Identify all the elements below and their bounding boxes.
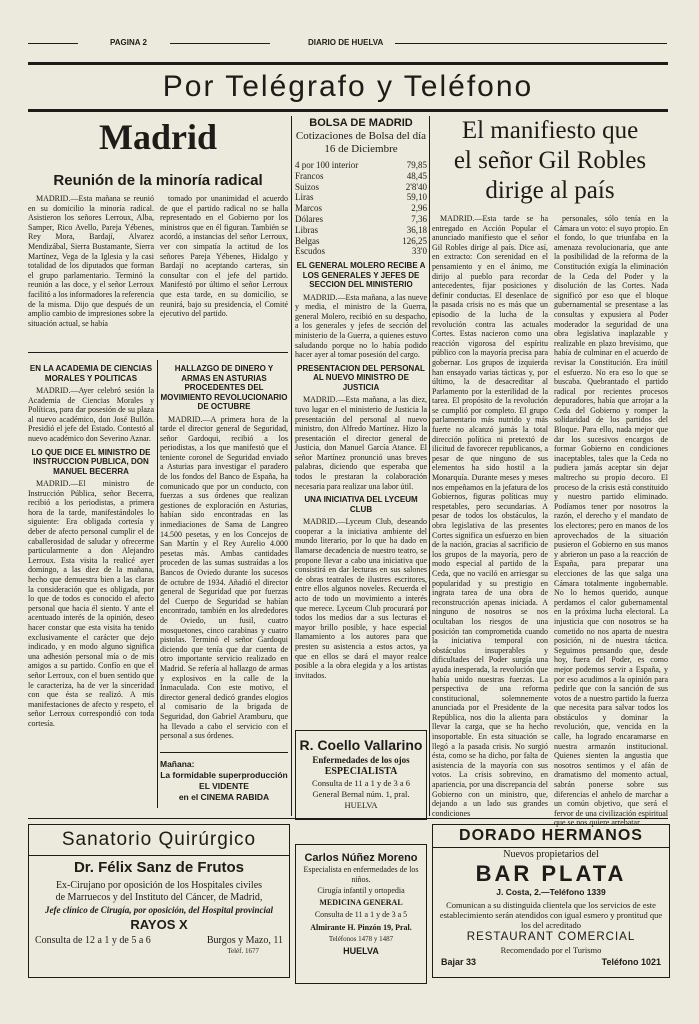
coello-line2: ESPECIALISTA (324, 766, 398, 777)
moreno-line3: MEDICINA GENERAL (319, 898, 403, 907)
moreno-city: HUELVA (343, 946, 379, 956)
bolsa-headline: BOLSA DE MADRID (309, 117, 413, 129)
hallazgo-body: MADRID.—A primera hora de la tarde el director general de Seguridad, señor Gardoqui, recibió a los periodistas, a los que manifestó que el teniente coronel de Seguridad enviado a Asturias para investigar el paradero de los fondos del Banco de España, ha comunicado que por un conducto, con fuerzas a sus órdenes que realizan gestiones de exploración en Asturias, habían sido encontradas en las inmediaciones de Sama de Langreo 14.500 pesetas, y en los Concejos de San Martín y el Rey Aurelio 4.000 pesetas más. Ambas cantidades proceden de las sumas sustraídas a los Bancos de Oviedo durante los sucesos de octubre de 1934. Añadió el director general de Seguridad que por fuerzas del Cuerpo de Seguridad se habían encontrado, también en los alrededores de Oviedo, un fusil, cuatro mosquetones, cinco carabinas y cuatro pistolas. Terminó el señor Gardoqui diciendo que tenía que dar cuenta de otro importante servicio realizado en Madrid. Se refería al hallazgo de armas y explosivos en la calle de la Inmaculada. Con este motivo, el director general dedicó grandes elogios al comisario de la brigada de Seguridad, don Gabriel Aramburu, que ha llevado a cabo el servicio con el personal a sus órdenes. (160, 414, 288, 741)
coello-name: R. Coello Vallarino (299, 737, 423, 753)
hallazgo-column (160, 360, 288, 745)
dorado-recommended: Recomendado por el Turismo (500, 945, 602, 955)
section-banner (28, 62, 668, 112)
coello-line3: Consulta de 11 a 1 y de 3 a 6 (311, 778, 411, 788)
moreno-phones: Teléfonos 1478 y 1487 (328, 935, 394, 943)
molero-headline: EL GENERAL MOLERO RECIBE A LOS GENERALES Y JEFES DE SECCION DEL MINISTERIO (296, 261, 426, 290)
bolsa-row (295, 236, 427, 247)
dorado-ad (432, 824, 670, 978)
madrid-col-b: tomado por unanimidad el acuerdo de que el partido radical no se halla representado en el Gobierno por los ministros que en él figuran. También se acordó, a instancias del señor Lerroux, ver con simpatía la actitud de los señores Pareja Yébenes, Hidalgo y Bardají no aceptando carteras, sin consultar con el jefe del partido. Manifestó por último el señor Lerroux que esta tarde, en su domicilio, se reunirá, bajo su presidencia, el Comité ejecutivo del partido. (160, 194, 288, 319)
manana-label: Mañana: (160, 759, 195, 769)
dorado-phone: Teléfono 1021 (601, 957, 661, 967)
bolsa-row-value: 48,45 (406, 170, 427, 181)
justicia-body: MADRID.—Esta mañana, a las diez, tuvo lugar en el ministerio de Justicia la presentación del personal al nuevo ministro, don Alfredo Martínez. Hizo la presentación el director general de Justicia, don Manuel García Atance. El señor Martínez pronunció unas breves palabras, diciendo que esperaba que todos le prestaran la colaboración necesaria para realizar una labor útil. (295, 395, 427, 491)
sanatorio-address: Burgos y Mazo, 11 (206, 935, 283, 946)
academia-headline: EN LA ACADEMIA DE CIENCIAS MORALES Y POLITICAS (29, 364, 153, 383)
bolsa-row-value: 79,85 (406, 160, 427, 170)
header-rule-mid (170, 43, 270, 44)
header-rule-left (28, 43, 78, 44)
bolsa-row (295, 182, 427, 193)
bolsa-row-name: Libras (295, 224, 318, 235)
moreno-line1: Especialista en enfermedades de los niños. (303, 865, 419, 884)
madrid-title: Madrid (98, 117, 217, 157)
bolsa-row (295, 192, 427, 203)
manifiesto-col-a: MADRID.—Esta tarde se ha entregado en Acción Popular el anunciado manifiesto que el señor Gil Robles dirige al país. Dice así, en extracto: Con serenidad en el pensamiento y en el ánimo, me dirijo al pueblo para recordar antecedentes, fijar posiciones y definir conductas. El desenlace de la pasada crisis no es más que un episodio de la lucha de la revolución contra las actuales Cortes. Estas nacieron como una reacción vigorosa del espíritu público con la mayoría precisa para gobernar. Los grupos de izquierda han ensayado varias tácticas y, por último, la de desacreditar al Parlamento por la esterilidad de la tarea. El propósito de la revolución se cumplió por completo. El grupo parlamentario más nutrido y más fuerte no alcanzó jamás la total dirección política ni pretextó de ilicitud de favorecer republicanos, a pesar de que ninguno de sus elementos ha sido hostil a la Monarquía. Durante meses y meses nos empeñamos en la jefatura de los Gobiernos, figuras políticas muy respetables, pero secundarias. A pesar de todos los obstáculos, la obra legislativa de las presentes Cortes significa un esfuerzo en bien de la nación, gracias al sacrificio de los grupos de la mayoría, pero de modo especial al partido de la Ceda, que no vaciló en arriesgar su popularidad y su prestigio en ingrata tarea de una obra de reconstrucción apenas iniciada. A ninguno de nosotros se nos ocultaban los riesgos de una posición tan comprometida cuando la iniciativa temporal con obstáculos insuperables y dificultades del Poder surgía una ayuda inesperada, la revolución que había unido nuestras fuerzas. La perspectiva de una reforma constitucional, solemnemente anunciada por el Presidente de la República, nos dio la alienta para llevar la carga, que se ha hecho insoportable. En esta situación se llegó a la pasada crisis. No surgió ésta, como se ha dicho, por falta de asistencia de la mayoría con sus votos. La crisis sobrevino, en apariencia, por una discrepancia del Gobierno con un ministro, que, dejando a un lado sus grandes condiciones (432, 214, 548, 818)
bolsa-row-value: 36,18 (406, 224, 427, 235)
bolsa-row-name: Suizos (295, 181, 320, 192)
manifiesto-title (432, 116, 668, 206)
bolsa-row-name: Belgas (295, 235, 320, 246)
sanatorio-consulta: Consulta de 12 a 1 y de 5 a 6 (35, 935, 151, 946)
moreno-address: Almirante H. Pinzón 19, Pral. (310, 923, 412, 932)
dorado-line1: Comunican a su distinguida clientela que los servicios de este establecimiento serán atendidos con igual esmero y prontitud que los del acreditado (439, 900, 663, 930)
liceum-headline: UNA INICIATIVA DEL LYCEUM CLUB (304, 495, 418, 514)
academia-body: MADRID.—Ayer celebró sesión la Academia de Ciencias Morales y Políticas, para dar posesión de su plaza al nuevo académico, don José Bullón. Presidió el jefe del Estado. Contestó al nuevo académico don Severino Aznar. (28, 386, 154, 443)
bolsa-row (295, 225, 427, 236)
manifiesto-title-line3: dirige al país (485, 177, 615, 204)
dorado-bajo: Bajar 33 (441, 957, 477, 967)
newspaper-name: DIARIO DE HUELVA (308, 38, 384, 47)
bolsa-row (295, 171, 427, 182)
sanatorio-line1: Ex-Cirujano por oposición de los Hospitales civiles (55, 880, 263, 891)
bolsa-row-value: 7,36 (411, 213, 427, 224)
manifiesto-col-b: personales, sólo tenía en la Cámara un voto: el suyo propio. En el fondo, lo que triunfaba en la amenaza revolucionaria, que ante la posibilidad de la reforma de la Constitución exigía la eliminación de la Ceda del Poder y la disolución de las Cortes. Nada significó por eso que el bloque gubernamental se presentase a las consultas y expusiera al Poder moderador la seguridad de una obra legislativa inaplazable y realizable en plazo brevísimo, que había de culminar en el acuerdo de revisar la Constitución. Era inútil el esfuerzo. No era eso lo que se buscaba. Quebrantado el partido radical por recientes procesos depuradores, había que arrojar a la Ceda del Gobierno y romper la solidaridad de los partidos del Bloque. Para ello, nada mejor que dar los sucesivos encargos de formar Gobierno en condiciones inaceptables, tales que la Ceda no pudiera jamás aceptar sin dejar maltrecho su propio decoro. El proceso de la crisis está constituido y nuestro partido eliminado. Podíamos tener por nosotros la razón, el derecho y el mandato de los electores; pero en manos de los aprovechados de la situación pusieron el Gobierno en sus manos y abrieron un paso a la reacción de España, para preparar una elecciones de las que salga una Cámara totalmente ingobernable. No lo hemos querido, aunque perdamos el calor gubernamental en la próxima lucha electoral. La injusticia que con nosotros se ha cometido no nos aparta de nuestra posición, ni de nuestra táctica. Seguimos pensando que, desde hoy, fuera del Poder, es como mejor podemos servir a España, y por eso acudimos a la opinión para pedirle que con la sanción de sus votos de a nuestro partido la fuerza que necesita para salvar todos los obstáculos y dominar la revolución, que, vencida en la calle, ha logrado encaramarse en nuestra armazón institucional. Quienes sienten la angustia que nosotros sentimos y el afán de dramatismo del momento actual, sabrán ponerse sobre sus diferencias el anhelo de marchar a un común objetivo, que será el fervor de una civilización espiritual que se nos quiere arrebatar. (554, 214, 668, 828)
sanatorio-ad (28, 824, 290, 978)
bolsa-row (295, 203, 427, 214)
bolsa-row-name: Marcos (295, 203, 322, 214)
bolsa-row-value: 126,25 (402, 235, 427, 246)
sanatorio-line3: Jefe clínico de Cirugía, por oposición, del Hospital provincial (45, 905, 273, 915)
col-divider-1 (157, 360, 158, 808)
bolsa-row-name: Liras (295, 192, 314, 203)
becerra-headline: LO QUE DICE EL MINISTRO DE INSTRUCCION PUBLICA, DON MANUEL BECERRA (31, 447, 151, 476)
manana-line1: La formidable superproducción (160, 770, 288, 780)
bolsa-row-value: 2'8'40 (405, 181, 427, 192)
manana-ad (160, 752, 288, 803)
bolsa-row (295, 214, 427, 225)
moreno-ad (295, 844, 427, 984)
bottom-section-rule (28, 818, 668, 819)
madrid-rule (28, 352, 288, 353)
hallazgo-headline: HALLAZGO DE DINERO Y ARMAS EN ASTURIAS PROCEDENTES DEL MOVIMIENTO REVOLUCIONARIO DE OCTUBRE (160, 364, 288, 411)
liceum-body: MADRID.—Lyceum Club, deseando cooperar a la iniciativa ambiente del mundo literario, por lo que ha dado en llamarse decadencia de nuestro teatro, se propone llevar a cabo una iniciativa que consistirá en dar lecturas en sus salones de obras teatrales de ilustres escritores, entre ellos algunos noveles. Recuerda el acto de todo un movimiento a interés que merece. Lyceum Club procurará por todos los medios dar a sus lecturas el mayor brillo posible, y hace especial llamamiento a los autores para que presten su asistencia a estos actos, ya que en ellos se dará el mayor realce posible a la obra elegida y a los artistas invitados. (295, 517, 427, 680)
bolsa-row (295, 246, 427, 257)
bolsa-row-name: Francos (295, 170, 324, 181)
bolsa-row-name: Escudos (295, 246, 325, 257)
col-divider-2 (291, 116, 292, 816)
bolsa-row (295, 160, 427, 171)
moreno-line2: Cirugía infantil y ortopedia (317, 886, 405, 895)
dorado-bar: BAR PLATA (475, 861, 627, 886)
coello-line5: HUELVA (344, 800, 378, 810)
sanatorio-rayos: RAYOS X (130, 917, 188, 932)
madrid-subtitle: Reunión de la minoría radical (53, 172, 263, 189)
molero-body: MADRID.—Esta mañana, a las nueve y media, el ministro de la Guerra, general Molero, recibió en su despacho, a los generales y jefes de sección del ministerio de la Guerra, a quienes estuvo saludando porque no lo había podido hacer ayer al tomar posesión del cargo. (295, 292, 427, 360)
bolsa-row-value: 33'0 (411, 246, 427, 257)
madrid-col-a: MADRID.—Esta mañana se reunió en su domicilio la minoría radical. Asistieron los señores Lerroux, Alba, Samper, Rico Avello, Pareja Yébenes, Rey Mora, Bardají, Alvarez Mendizábal, Sierra Bustamante, Sierra Martínez, Vega de la Iglesia y la casi totalidad de los diputados que forman el grupo parlamentario. Terminó la reunión a las doce, y el señor Lerroux facilitó a los informadores la referencia de la misma. Dijo que después de un amplio cambio de impresiones sobre la situación actual, se había (28, 194, 154, 328)
dorado-restaurant: RESTAURANT COMERCIAL (466, 931, 636, 943)
manifiesto-title-line1: El manifiesto que (461, 117, 639, 144)
dorado-owners: Nuevos propietarios del (503, 849, 599, 860)
header-rule-right (395, 43, 667, 44)
left-lower-column (28, 360, 154, 808)
sanatorio-doctor: Dr. Félix Sanz de Frutos (73, 859, 245, 876)
bolsa-price-table (295, 160, 427, 257)
banner-title: Por Telégrafo y Teléfono (162, 70, 534, 103)
justicia-headline: PRESENTACION DEL PERSONAL AL NUEVO MINISTRO DE JUSTICIA (297, 363, 425, 392)
bolsa-row-value: 59,10 (406, 192, 427, 203)
bolsa-row-name: Dólares (295, 213, 323, 224)
moreno-name: Carlos Núñez Moreno (304, 852, 418, 864)
bolsa-subhead: Cotizaciones de Bolsa del día 16 de Diciembre (295, 130, 427, 155)
bolsa-row-value: 2,96 (411, 203, 427, 214)
becerra-body: MADRID.—El ministro de Instrucción Pública, señor Becerra, recibió a los periodistas, a primera hora de la tarde, manifestándoles lo siguiente: Era obligada cortesía y deber de afecto personal cumplir el de caballerosidad de saludar y ofrecerme particularmente a don Alejandro Lerroux. Esta visita la realicé ayer domingo, a las diez de la mañana, hecho que demuestra bien a las claras la consideración que es obligada, por lo que de todos es conocido el afecto personal que hacia él siento. Y ante el acentuado interés de la opinión, deseo hacer constar que esta visita ha tenido exclusivamente el carácter que dejo indicado, y en modo alguno significa una adhesión personal mía o de mis amigos a su partido. Confío en que el señor Lerroux, con el buen sentido que le caracteriza, ha de ver la sinceridad con que ésta se realizó. A mis manifestaciones de afecto y respeto, el señor Lerroux correspondió con toda cortesía. (28, 479, 154, 728)
manifiesto-title-line2: el señor Gil Robles (453, 147, 647, 174)
sanatorio-title: Sanatorio Quirúrgico (29, 825, 289, 856)
sanatorio-phone: Teléf. 1677 (227, 947, 259, 955)
col-divider-3 (429, 116, 430, 816)
dorado-address: J. Costa, 2.—Teléfono 1339 (496, 887, 606, 897)
moreno-line4: Consulta de 11 a 1 y de 3 a 5 (314, 910, 408, 919)
sanatorio-line2: de Marruecos y del Instituto del Cáncer, de Madrid, (55, 892, 263, 903)
manana-line2: EL VIDENTE (199, 781, 249, 791)
bolsa-row-name: 4 por 100 interior (295, 160, 359, 170)
page-number: PAGINA 2 (110, 38, 147, 47)
bolsa-column (295, 116, 427, 756)
coello-line1: Enfermedades de los ojos (312, 755, 410, 765)
coello-ad (295, 730, 427, 820)
dorado-title: DORADO HERMANOS (433, 825, 669, 848)
manana-line3: en el CINEMA RABIDA (178, 792, 270, 802)
coello-line4: General Bernal núm. 1, pral. (312, 789, 410, 799)
